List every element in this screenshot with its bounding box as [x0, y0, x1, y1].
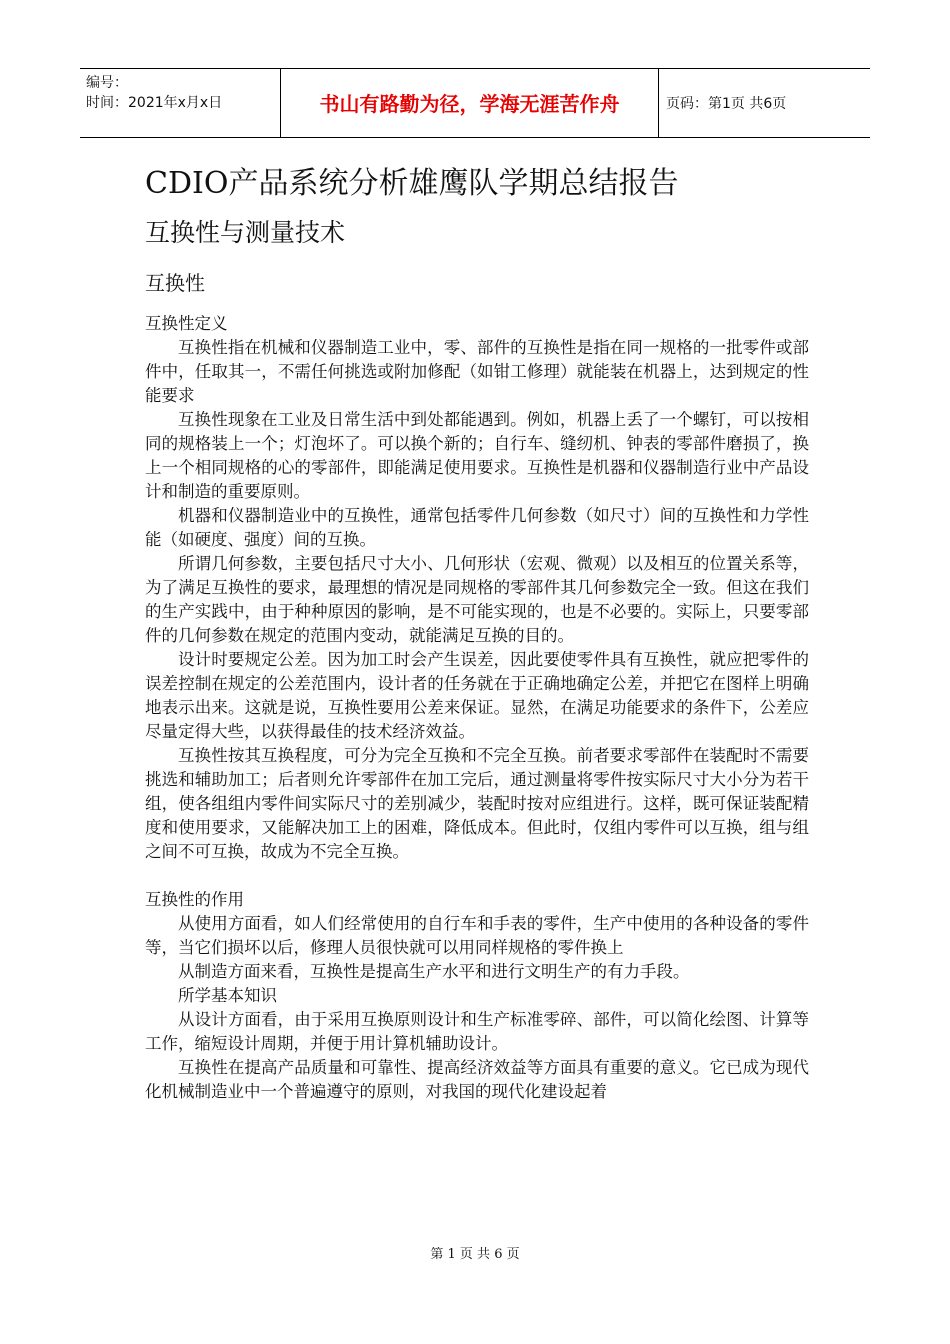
paragraph: 从使用方面看，如人们经常使用的自行车和手表的零件，生产中使用的各种设备的零件等，当它们损坏以后，修理人员很快就可以用同样规格的零件换上 — [145, 914, 809, 957]
paragraph: 互换性在提高产品质量和可靠性、提高经济效益等方面具有重要的意义。它已成为现代化机械制造业中一个普遍遵守的原则，对我国的现代化建设起着 — [145, 1058, 809, 1101]
paragraph: 从设计方面看，由于采用互换原则设计和生产标准零碎、部件，可以简化绘图、计算等工作，缩短设计周期，并便于用计算机辅助设计。 — [145, 1010, 809, 1053]
document-body — [145, 312, 809, 1104]
header-number: 编号： — [86, 75, 128, 91]
header-divider — [658, 69, 659, 137]
page-footer: 第 1 页 共 6 页 — [430, 1247, 520, 1262]
document-title: CDIO产品系统分析雄鹰队学期总结报告 — [145, 166, 679, 201]
paragraph: 所谓几何参数，主要包括尺寸大小、几何形状（宏观、微观）以及相互的位置关系等，为了满足互换性的要求，最理想的情况是同规格的零部件其几何参数完全一致。但这在我们的生产实践中，由于种种原因的影响，是不可能实现的，也是不必要的。实际上，只要零部件的几何参数在规定的范围内变动，就能满足互换的目的。 — [145, 554, 809, 645]
paragraph: 设计时要规定公差。因为加工时会产生误差，因此要使零件具有互换性，就应把零件的误差控制在规定的公差范围内，设计者的任务就在于正确地确定公差，并把它在图样上明确地表示出来。这就是说，互换性要用公差来保证。显然，在满足功能要求的条件下，公差应尽量定得大些，以获得最佳的技术经济效益。 — [145, 650, 809, 741]
header-motto: 书山有路勤为径，学海无涯苦作舟 — [319, 92, 620, 116]
paragraph: 互换性现象在工业及日常生活中到处都能遇到。例如，机器上丢了一个螺钉，可以按相同的规格装上一个；灯泡坏了。可以换个新的；自行车、缝纫机、钟表的零部件磨损了，换上一个相同规格的心的零部件，即能满足使用要求。互换性是机器和仪器制造行业中产品设计和制造的重要原则。 — [145, 410, 809, 501]
header-time: 时间：2021年x月x日 — [86, 95, 223, 111]
paragraph: 所学基本知识 — [178, 986, 277, 1005]
header-meta — [86, 73, 276, 113]
paragraph: 互换性按其互换程度，可分为完全互换和不完全互换。前者要求零部件在装配时不需要挑选和辅助加工；后者则允许零部件在加工完后，通过测量将零件按实际尺寸大小分为若干组，使各组组内零件间实际尺寸的差别减少，装配时按对应组进行。这样，既可保证装配精度和使用要求，又能解决加工上的困难，降低成本。但此时，仅组内零件可以互换，组与组之间不可互换，故成为不完全互换。 — [145, 746, 809, 861]
function-heading: 互换性的作用 — [145, 890, 244, 909]
paragraph: 机器和仪器制造业中的互换性，通常包括零件几何参数（如尺寸）间的互换性和力学性能（如硬度、强度）间的互换。 — [145, 506, 809, 549]
document-subtitle: 互换性与测量技术 — [145, 218, 346, 247]
blank-line — [145, 864, 809, 888]
definition-heading: 互换性定义 — [145, 314, 228, 333]
header-page-info: 页码：第1页 共6页 — [666, 96, 787, 112]
page-header — [80, 68, 870, 138]
paragraph: 从制造方面来看，互换性是提高生产水平和进行文明生产的有力手段。 — [178, 962, 690, 981]
section-title: 互换性 — [145, 271, 205, 295]
paragraph: 互换性指在机械和仪器制造工业中，零、部件的互换性是指在同一规格的一批零件或部件中，任取其一，不需任何挑选或附加修配（如钳工修理）就能装在机器上，达到规定的性能要求 — [145, 338, 809, 405]
